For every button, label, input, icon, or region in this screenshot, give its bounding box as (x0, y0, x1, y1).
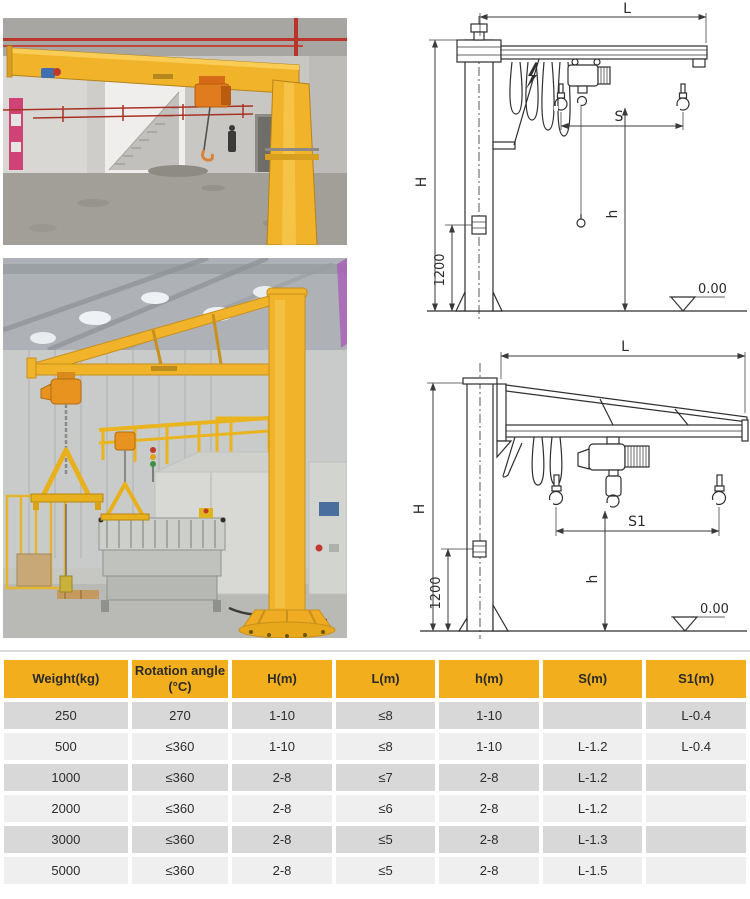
table-cell: ≤360 (132, 795, 229, 822)
diagram-beam (501, 46, 707, 67)
jib-crane-diagram-s1 (375, 333, 750, 648)
table-cell: 2-8 (439, 857, 539, 884)
column-header: H(m) (232, 660, 332, 698)
dimension-h (605, 108, 625, 311)
svg-text:H: H (414, 176, 430, 188)
table-cell: 2000 (4, 795, 128, 822)
table-cell: 5000 (4, 857, 128, 884)
table-row (4, 795, 746, 822)
table-cell: 2-8 (232, 795, 332, 822)
table-cell: ≤7 (336, 764, 436, 791)
person (228, 125, 236, 152)
slewing-head (457, 24, 501, 62)
table-row (4, 826, 746, 853)
table-cell: L-1.2 (543, 733, 643, 760)
table-cell: ≤360 (132, 857, 229, 884)
hook-right (676, 84, 689, 111)
dimension-S (561, 109, 683, 130)
dimension-h (585, 511, 605, 631)
spec-table-head (4, 660, 746, 698)
svg-text:1200: 1200 (433, 253, 448, 287)
table-row (4, 702, 746, 729)
header-row (4, 660, 746, 698)
column-header: L(m) (336, 660, 436, 698)
section-divider (0, 650, 750, 652)
table-cell: L-1.5 (543, 857, 643, 884)
conveyor (99, 508, 226, 612)
control-cabinet (309, 462, 347, 594)
table-cell: L-0.4 (646, 733, 746, 760)
diagram-hoist (568, 59, 610, 227)
svg-text:L: L (621, 339, 629, 355)
svg-text:0.00: 0.00 (700, 602, 729, 617)
table-cell: L-1.2 (543, 764, 643, 791)
table-cell: 1-10 (439, 733, 539, 760)
column-header: S1(m) (646, 660, 746, 698)
table-cell: L-0.4 (646, 702, 746, 729)
table-cell: 1-10 (232, 702, 332, 729)
table-cell: 1-10 (232, 733, 332, 760)
svg-text:L: L (623, 1, 631, 17)
column-header: h(m) (439, 660, 539, 698)
table-row (4, 764, 746, 791)
hook-left (554, 84, 567, 111)
dimension-S1 (556, 507, 719, 536)
table-cell: 2-8 (232, 826, 332, 853)
table-row (4, 857, 746, 884)
jib-crane-photo-factory (3, 258, 347, 638)
table-cell (646, 857, 746, 884)
diagram-hoist (578, 437, 649, 508)
table-cell: ≤5 (336, 826, 436, 853)
svg-text:h: h (605, 209, 621, 219)
ground-level-mark (669, 282, 727, 311)
table-cell: ≤8 (336, 733, 436, 760)
dimension-L (480, 1, 706, 43)
table-cell: 3000 (4, 826, 128, 853)
table-cell: ≤360 (132, 826, 229, 853)
table-cell (646, 795, 746, 822)
column-header: Weight(kg) (4, 660, 128, 698)
table-cell: 500 (4, 733, 128, 760)
spec-table-body (4, 702, 746, 884)
table-cell: L-1.3 (543, 826, 643, 853)
column-header: Rotation angle (°C) (132, 660, 229, 698)
svg-text:S: S (614, 109, 624, 125)
table-cell (646, 764, 746, 791)
svg-text:1200: 1200 (429, 576, 444, 610)
cardboard-box (17, 554, 51, 586)
ground-level-mark (671, 602, 729, 631)
table-cell: 2-8 (232, 764, 332, 791)
table-cell: 2-8 (232, 857, 332, 884)
festoon-cables (503, 437, 562, 485)
hook-right (712, 475, 726, 505)
svg-text:h: h (585, 574, 601, 584)
table-cell: 270 (132, 702, 229, 729)
pink-column (9, 98, 23, 170)
table-cell: ≤6 (336, 795, 436, 822)
spec-table (0, 656, 750, 888)
table-cell: 1-10 (439, 702, 539, 729)
table-cell: L-1.2 (543, 795, 643, 822)
table-cell: ≤360 (132, 764, 229, 791)
table-cell: 2-8 (439, 826, 539, 853)
table-cell: ≤360 (132, 733, 229, 760)
table-cell: ≤5 (336, 857, 436, 884)
svg-text:S1: S1 (628, 514, 646, 530)
table-cell: 250 (4, 702, 128, 729)
table-cell: 2-8 (439, 795, 539, 822)
table-cell: 2-8 (439, 764, 539, 791)
table-cell (646, 826, 746, 853)
table-cell: ≤8 (336, 702, 436, 729)
svg-text:0.00: 0.00 (698, 282, 727, 297)
table-cell: 1000 (4, 764, 128, 791)
table-row (4, 733, 746, 760)
jib-crane-photo-installation (3, 18, 347, 245)
jib-crane-diagram-s (375, 0, 750, 332)
column-header: S(m) (543, 660, 643, 698)
svg-text:H: H (412, 503, 428, 515)
table-cell (543, 702, 643, 729)
